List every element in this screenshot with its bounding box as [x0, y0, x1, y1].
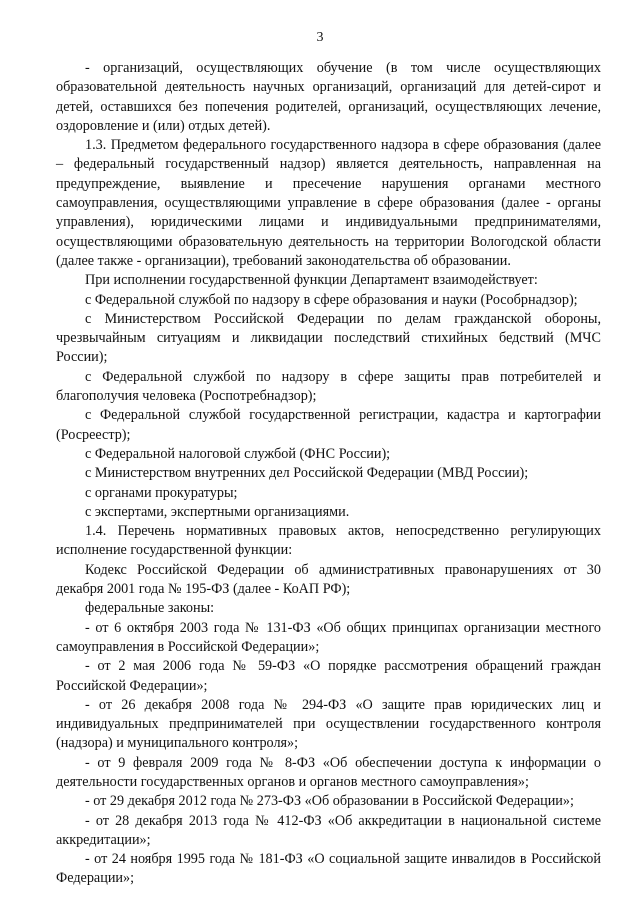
paragraph-law-8: - от 9 февраля 2009 года № 8-ФЗ «Об обеспечении доступа к информации о деятельности государственных органов и органов местного самоуправления»;: [56, 754, 601, 790]
paragraph-organizations-list-item: - организаций, осуществляющих обучение (в том числе осуществляющих образовательной деятельность научных организаций, организаций для детей-сирот и детей, оставшихся без попечения родителей, организаций, осуществляющих лечение, оздоровление и (или) отдых детей).: [56, 60, 601, 134]
paragraph-rospotrebnadzor: с Федеральной службой по надзору в сфере защиты прав потребителей и благополучия человека (Роспотребнадзор);: [56, 368, 601, 405]
paragraph-rosobrnadzor: с Федеральной службой по надзору в сфере образования и науки (Рособрнадзор);: [85, 291, 578, 308]
paragraph-law-59: - от 2 мая 2006 года № 59-ФЗ «О порядке рассмотрения обращений граждан Российской Федерации»;: [56, 658, 601, 694]
paragraph-law-412: - от 28 декабря 2013 года № 412-ФЗ «Об аккредитации в национальной системе аккредитации»;: [56, 812, 601, 848]
paragraph-mchs: с Министерством Российской Федерации по делам гражданской обороны, чрезвычайным ситуациям и ликвидации последствий стихийных бедствий (МЧС России);: [56, 310, 601, 366]
paragraph-koap: Кодекс Российской Федерации об административных правонарушениях от 30 декабря 2001 года № 195-ФЗ (далее - КоАП РФ);: [56, 561, 601, 598]
paragraph-prosecutor: с органами прокуратуры;: [85, 484, 238, 501]
paragraph-law-273: - от 29 декабря 2012 года № 273-ФЗ «Об образовании в Российской Федерации»;: [85, 793, 574, 810]
paragraph-rosreestr: с Федеральной службой государственной регистрации, кадастра и картографии (Росреестр);: [56, 407, 601, 443]
paragraph-law-181: - от 24 ноября 1995 года № 181-ФЗ «О социальной защите инвалидов в Российской Федерации»;: [56, 851, 601, 887]
paragraph-federal-laws-heading: федеральные законы:: [85, 600, 215, 617]
paragraph-interaction-intro: При исполнении государственной функции Департамент взаимодействует:: [85, 272, 538, 289]
paragraph-experts: с экспертами, экспертными организациями.: [85, 503, 350, 520]
document-body: [56, 59, 601, 889]
paragraph-law-131: - от 6 октября 2003 года № 131-ФЗ «Об общих принципах организации местного самоуправления в Российской Федерации»;: [56, 619, 601, 655]
paragraph-mvd: с Министерством внутренних дел Российской Федерации (МВД России);: [85, 465, 529, 482]
page-number: 3: [316, 30, 324, 45]
paragraph-law-294: - от 26 декабря 2008 года № 294-ФЗ «О защите прав юридических лиц и индивидуальных предпринимателей при осуществлении государственного контроля (надзора) и муниципального контроля»;: [56, 696, 601, 752]
paragraph-section-1-3: 1.3. Предметом федерального государственного надзора в сфере образования (далее – федеральный государственный надзор) является деятельность, направленная на предупреждение, выявление и пресечение нарушения органами местного самоуправления, осуществляющими управление в сфере образования (далее - органы управления), юридическими лицами и индивидуальными предпринимателями, осуществляющими образовательную деятельность на территории Вологодской области (далее также - организации), требований законодательства об образовании.: [56, 137, 601, 269]
paragraph-fns: с Федеральной налоговой службой (ФНС России);: [85, 445, 391, 462]
paragraph-section-1-4: 1.4. Перечень нормативных правовых актов, непосредственно регулирующих исполнение государственной функции:: [56, 523, 601, 559]
